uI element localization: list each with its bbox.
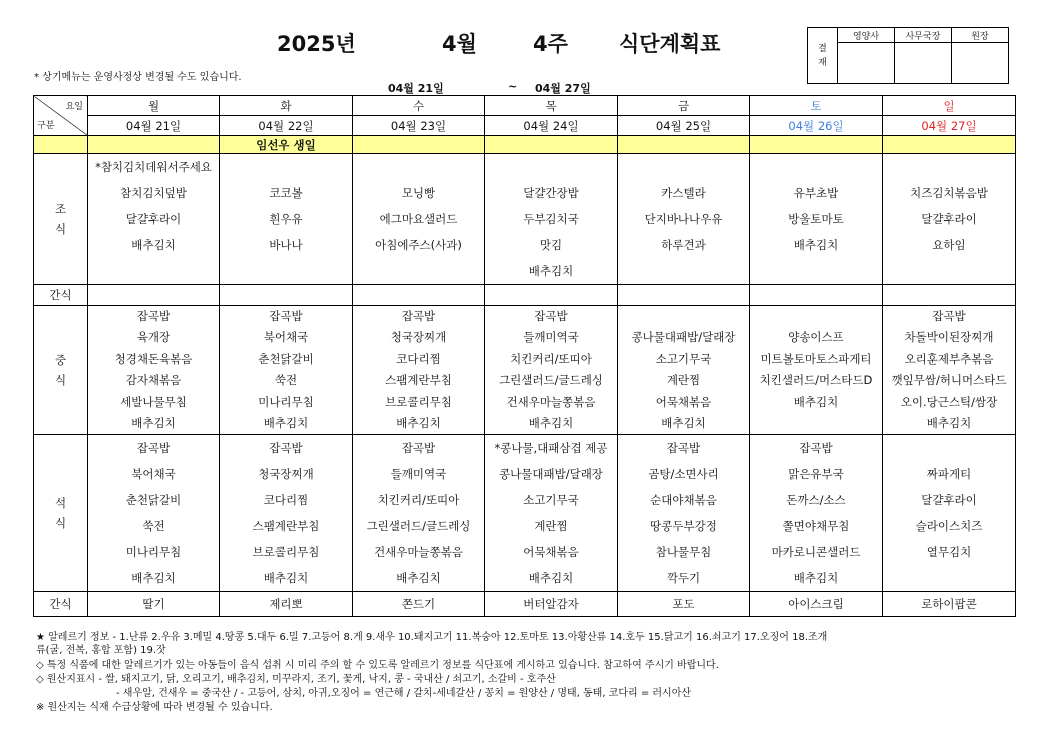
menu-item: 잡곡밥	[666, 441, 701, 456]
menu-item: 브로콜리무침	[385, 394, 452, 409]
menu-item: 치킨커리/또띠아	[377, 493, 460, 508]
snack-cell: 포도	[618, 592, 750, 617]
menu-item: 소고기무국	[655, 351, 712, 366]
range-start: 04월 21일	[388, 82, 444, 95]
menu-item: 잡곡밥	[269, 441, 303, 456]
menu-item	[618, 306, 749, 327]
snack-cell: 쫀드기	[353, 592, 485, 617]
day-header: 일	[883, 96, 1016, 116]
dinner-cell	[220, 435, 353, 592]
menu-item: 청경채돈육볶음	[114, 351, 193, 366]
event-label-cell	[34, 136, 88, 154]
menu-item: 들깨미역국	[523, 330, 579, 345]
origin-change-notice: ※ 원산지는 식재 수급상황에 따라 변경될 수 있습니다.	[36, 702, 273, 713]
day-header: 수	[353, 96, 485, 116]
breakfast-cell	[353, 154, 485, 285]
menu-item: 계란찜	[534, 519, 568, 534]
menu-item	[883, 154, 1015, 180]
snack-cell	[883, 285, 1016, 306]
date-header: 04월 23일	[353, 116, 485, 136]
approval-sign-manager[interactable]	[895, 43, 952, 84]
menu-item: 계란찜	[666, 373, 701, 388]
section-lunch: 중 식	[34, 306, 88, 435]
menu-item: 모닝빵	[401, 186, 436, 200]
section-breakfast: 조 식	[34, 154, 88, 285]
origin-info-cont: - 새우알, 건새우 = 중국산 / - 고등어, 삼치, 아귀,오징어 = 연근해 / 갈치-세네갈산 / 꽁치 = 원양산 / 명태, 동태, 코다리 = 러시아산	[116, 688, 692, 699]
snack-cell: 버터알감자	[485, 592, 618, 617]
snack-cell: 제리뽀	[220, 592, 353, 617]
menu-item: 북어채국	[131, 467, 176, 482]
date-header: 04월 25일	[618, 116, 750, 136]
breakfast-cell	[485, 154, 618, 285]
menu-item: 달걀간장밥	[523, 186, 579, 200]
approval-sign-nutritionist[interactable]	[838, 43, 895, 84]
menu-item: 잡곡밥	[401, 441, 436, 456]
menu-item: 하루견과	[661, 238, 706, 252]
menu-item: 잡곡밥	[799, 441, 833, 456]
range-end: 04월 27일	[535, 82, 591, 95]
menu-item: 잡곡밥	[932, 309, 966, 323]
snack-cell: 로하이팝콘	[883, 592, 1016, 617]
snack-cell	[485, 285, 618, 306]
menu-item: 배추김치	[661, 415, 706, 430]
approval-role-director: 원장	[952, 28, 1009, 43]
breakfast-cell	[88, 154, 220, 285]
title-week: 4주	[533, 32, 568, 56]
menu-item: 어묵채볶음	[523, 545, 579, 560]
menu-item: 미나리무침	[125, 545, 182, 560]
menu-item: 흰우유	[269, 212, 303, 226]
menu-item: 배추김치	[396, 415, 441, 430]
menu-item	[485, 154, 617, 180]
snack-cell: 아이스크림	[750, 592, 883, 617]
menu-item: 소고기무국	[523, 493, 579, 508]
menu-item: 바나나	[269, 238, 303, 252]
lunch-cell	[883, 306, 1016, 435]
range-separator: ~	[508, 80, 518, 93]
menu-item: 잡곡밥	[534, 309, 568, 323]
menu-item: 배추김치	[131, 238, 176, 252]
menu-table	[33, 95, 1016, 617]
title-year: 2025년	[277, 32, 356, 56]
title-month: 4월	[442, 32, 477, 56]
lunch-cell	[750, 306, 883, 435]
lunch-cell	[353, 306, 485, 435]
dinner-cell	[618, 435, 750, 592]
menu-item: 열무김치	[926, 545, 972, 560]
menu-item: 마카로니콘샐러드	[771, 545, 861, 560]
menu-item: 치킨샐러드/머스타드D	[759, 373, 873, 388]
menu-item	[353, 154, 484, 180]
menu-item: 배추김치	[793, 394, 839, 409]
menu-item	[883, 435, 1015, 461]
menu-item: 배추김치	[263, 571, 309, 586]
menu-item	[750, 413, 882, 434]
menu-item: 달걀후라이	[921, 493, 977, 508]
day-header: 화	[220, 96, 353, 116]
section-snack-1: 간식	[34, 285, 88, 306]
menu-item: 카스텔라	[661, 186, 706, 200]
allergy-info-cont: 류(굴, 전복, 홍합 포함) 19.잣	[36, 645, 166, 656]
menu-item: 치즈김치볶음밥	[910, 186, 988, 200]
corner-section-label: 구분	[37, 121, 55, 131]
menu-item: 오리훈제부추볶음	[904, 351, 994, 366]
menu-item: 코코볼	[269, 186, 303, 200]
date-header: 04월 21일	[88, 116, 220, 136]
menu-item: 미나리무침	[258, 394, 314, 409]
menu-item: 유부초밥	[793, 186, 839, 200]
menu-item: 배추김치	[926, 415, 972, 430]
date-header: 04월 27일	[883, 116, 1016, 136]
menu-item	[883, 565, 1015, 591]
event-cell	[353, 136, 485, 154]
menu-item: 잡곡밥	[136, 441, 171, 456]
menu-item: 아침에주스(사과)	[375, 238, 462, 252]
menu-item: 배추김치	[528, 415, 574, 430]
menu-item: 배추김치	[131, 415, 176, 430]
origin-info: ◇ 원산지표시 - 쌀, 돼지고기, 닭, 오리고기, 배추김치, 미꾸라지, 조기, 꽃게, 낙지, 콩 - 국내산 / 쇠고기, 소갈비 - 호주산	[36, 674, 556, 685]
event-cell	[618, 136, 750, 154]
event-cell	[485, 136, 618, 154]
menu-item: 돈까스/소스	[786, 493, 846, 508]
menu-item: 청국장찌개	[258, 467, 314, 482]
snack-cell	[220, 285, 353, 306]
approval-role-nutritionist: 영양사	[838, 28, 895, 43]
menu-item: 달걀후라이	[921, 212, 977, 226]
menu-item: 건새우마늘쫑볶음	[506, 394, 596, 409]
menu-item: 들깨미역국	[390, 467, 447, 482]
menu-item: 치킨커리/또띠아	[510, 351, 592, 366]
approval-label: 결 재	[808, 28, 838, 84]
menu-item: 단지바나나우유	[644, 212, 723, 226]
snack-cell	[750, 285, 883, 306]
menu-item: 그린샐러드/글드레싱	[499, 373, 603, 388]
allergy-notice: ◇ 특정 식품에 대한 알레르기가 있는 아동들이 음식 섭취 시 미리 주의 할 수 있도록 알레르기 정보를 식단표에 게시하고 있습니다. 참고하여 주시기 바랍니다.	[36, 660, 719, 671]
snack-cell	[618, 285, 750, 306]
dinner-cell	[485, 435, 618, 592]
day-header: 목	[485, 96, 618, 116]
menu-item: 미트볼토마토스파게티	[760, 351, 872, 366]
menu-item: 코다리찜	[396, 351, 441, 366]
menu-item: 깻잎무쌈/허니머스타드	[891, 373, 1007, 388]
menu-item: 배추김치	[528, 264, 574, 278]
dinner-cell	[883, 435, 1016, 592]
menu-item: 에그마요샐러드	[379, 212, 458, 226]
corner-cell	[34, 96, 88, 136]
event-cell	[750, 136, 883, 154]
menu-item	[618, 154, 749, 180]
menu-item: 콩나물대패밥/달래장	[631, 330, 736, 345]
menu-item: 브로콜리무침	[252, 545, 320, 560]
menu-item: 배추김치	[793, 238, 839, 252]
menu-item: 잡곡밥	[136, 309, 171, 323]
menu-item: 쑥전	[274, 373, 298, 388]
menu-item: 콩나물대패밥/달래장	[499, 467, 603, 482]
menu-item: 춘천닭갈비	[258, 351, 314, 366]
breakfast-cell	[883, 154, 1016, 285]
menu-item: 감자채볶음	[125, 373, 182, 388]
menu-item: 그린샐러드/글드레싱	[366, 519, 471, 534]
menu-item: 어묵채볶음	[655, 394, 712, 409]
day-header: 월	[88, 96, 220, 116]
date-header: 04월 22일	[220, 116, 353, 136]
menu-item: *참치김치데워서주세요	[95, 160, 212, 174]
menu-item: 땅콩두부강정	[650, 519, 717, 534]
menu-item	[750, 306, 882, 327]
menu-item: 양송이스프	[788, 330, 844, 345]
menu-item: 방울토마토	[788, 212, 844, 226]
day-header: 토	[750, 96, 883, 116]
menu-item: 배추김치	[528, 571, 574, 586]
menu-item: 두부김치국	[523, 212, 579, 226]
menu-item: 곰탕/소면사리	[648, 467, 719, 482]
day-header: 금	[618, 96, 750, 116]
breakfast-cell	[750, 154, 883, 285]
menu-item: 쑥전	[142, 519, 165, 534]
approval-sign-director[interactable]	[952, 43, 1009, 84]
breakfast-cell	[618, 154, 750, 285]
menu-item: 차돌박이된장찌개	[904, 330, 994, 345]
date-header: 04월 24일	[485, 116, 618, 136]
lunch-cell	[618, 306, 750, 435]
menu-item: 스팸계란부침	[385, 373, 452, 388]
menu-item: 순대야채볶음	[650, 493, 717, 508]
section-dinner: 석 식	[34, 435, 88, 592]
menu-item: 배추김치	[396, 571, 441, 586]
menu-item: 짜파게티	[926, 467, 972, 482]
menu-item: 배추김치	[263, 415, 309, 430]
menu-item: 참나물무침	[655, 545, 712, 560]
menu-item: 맛김	[539, 238, 563, 252]
dinner-cell	[750, 435, 883, 592]
menu-item: 코다리찜	[263, 493, 309, 508]
change-notice: * 상기메뉴는 운영사정상 변경될 수도 있습니다.	[34, 72, 242, 83]
menu-item: 참치김치덮밥	[120, 186, 187, 200]
snack-cell	[353, 285, 485, 306]
lunch-cell	[485, 306, 618, 435]
menu-item: 북어채국	[263, 330, 309, 345]
menu-item: 춘천닭갈비	[125, 493, 182, 508]
snack-cell	[88, 285, 220, 306]
approval-role-manager: 사무국장	[895, 28, 952, 43]
menu-item: 배추김치	[793, 571, 839, 586]
menu-item: 요하임	[932, 238, 966, 252]
menu-item: 깍두기	[666, 571, 701, 586]
menu-item	[220, 154, 352, 180]
approval-box	[807, 27, 1009, 84]
menu-item: 잡곡밥	[401, 309, 436, 323]
lunch-cell	[88, 306, 220, 435]
menu-item: 오이.당근스틱/쌈장	[900, 394, 998, 409]
dinner-cell	[88, 435, 220, 592]
page-title: 식단계획표	[619, 32, 721, 56]
menu-item: 잡곡밥	[269, 309, 303, 323]
menu-item: 청국장찌개	[390, 330, 447, 345]
event-cell: 임선우 생일	[220, 136, 353, 154]
menu-item: 슬라이스치즈	[915, 519, 983, 534]
event-cell	[88, 136, 220, 154]
menu-item: 맑은유부국	[788, 467, 844, 482]
menu-item	[750, 154, 882, 180]
menu-item: 쫄면야채무침	[782, 519, 850, 534]
event-cell	[883, 136, 1016, 154]
snack-cell: 딸기	[88, 592, 220, 617]
date-header: 04월 26일	[750, 116, 883, 136]
breakfast-cell	[220, 154, 353, 285]
menu-item: *콩나물,대패삼겹 제공	[494, 441, 608, 456]
menu-item: 세발나물무침	[120, 394, 187, 409]
menu-item: 건새우마늘쫑볶음	[374, 545, 463, 560]
section-snack-2: 간식	[34, 592, 88, 617]
allergy-info: ★ 알레르기 정보 - 1.난류 2.우유 3.메밀 4.땅콩 5.대두 6.밀 7.고등어 8.게 9.새우 10.돼지고기 11.복숭아 12.토마토 13.아황산류 14.호두 15.닭고기 16.쇠고기 17.오징어 18.조개	[36, 632, 828, 643]
menu-item: 스팸계란부침	[252, 519, 320, 534]
menu-item: 배추김치	[131, 571, 176, 586]
lunch-cell	[220, 306, 353, 435]
dinner-cell	[353, 435, 485, 592]
menu-item: 달걀후라이	[125, 212, 182, 226]
menu-item: 육개장	[136, 330, 171, 345]
corner-day-label: 요일	[65, 102, 83, 112]
